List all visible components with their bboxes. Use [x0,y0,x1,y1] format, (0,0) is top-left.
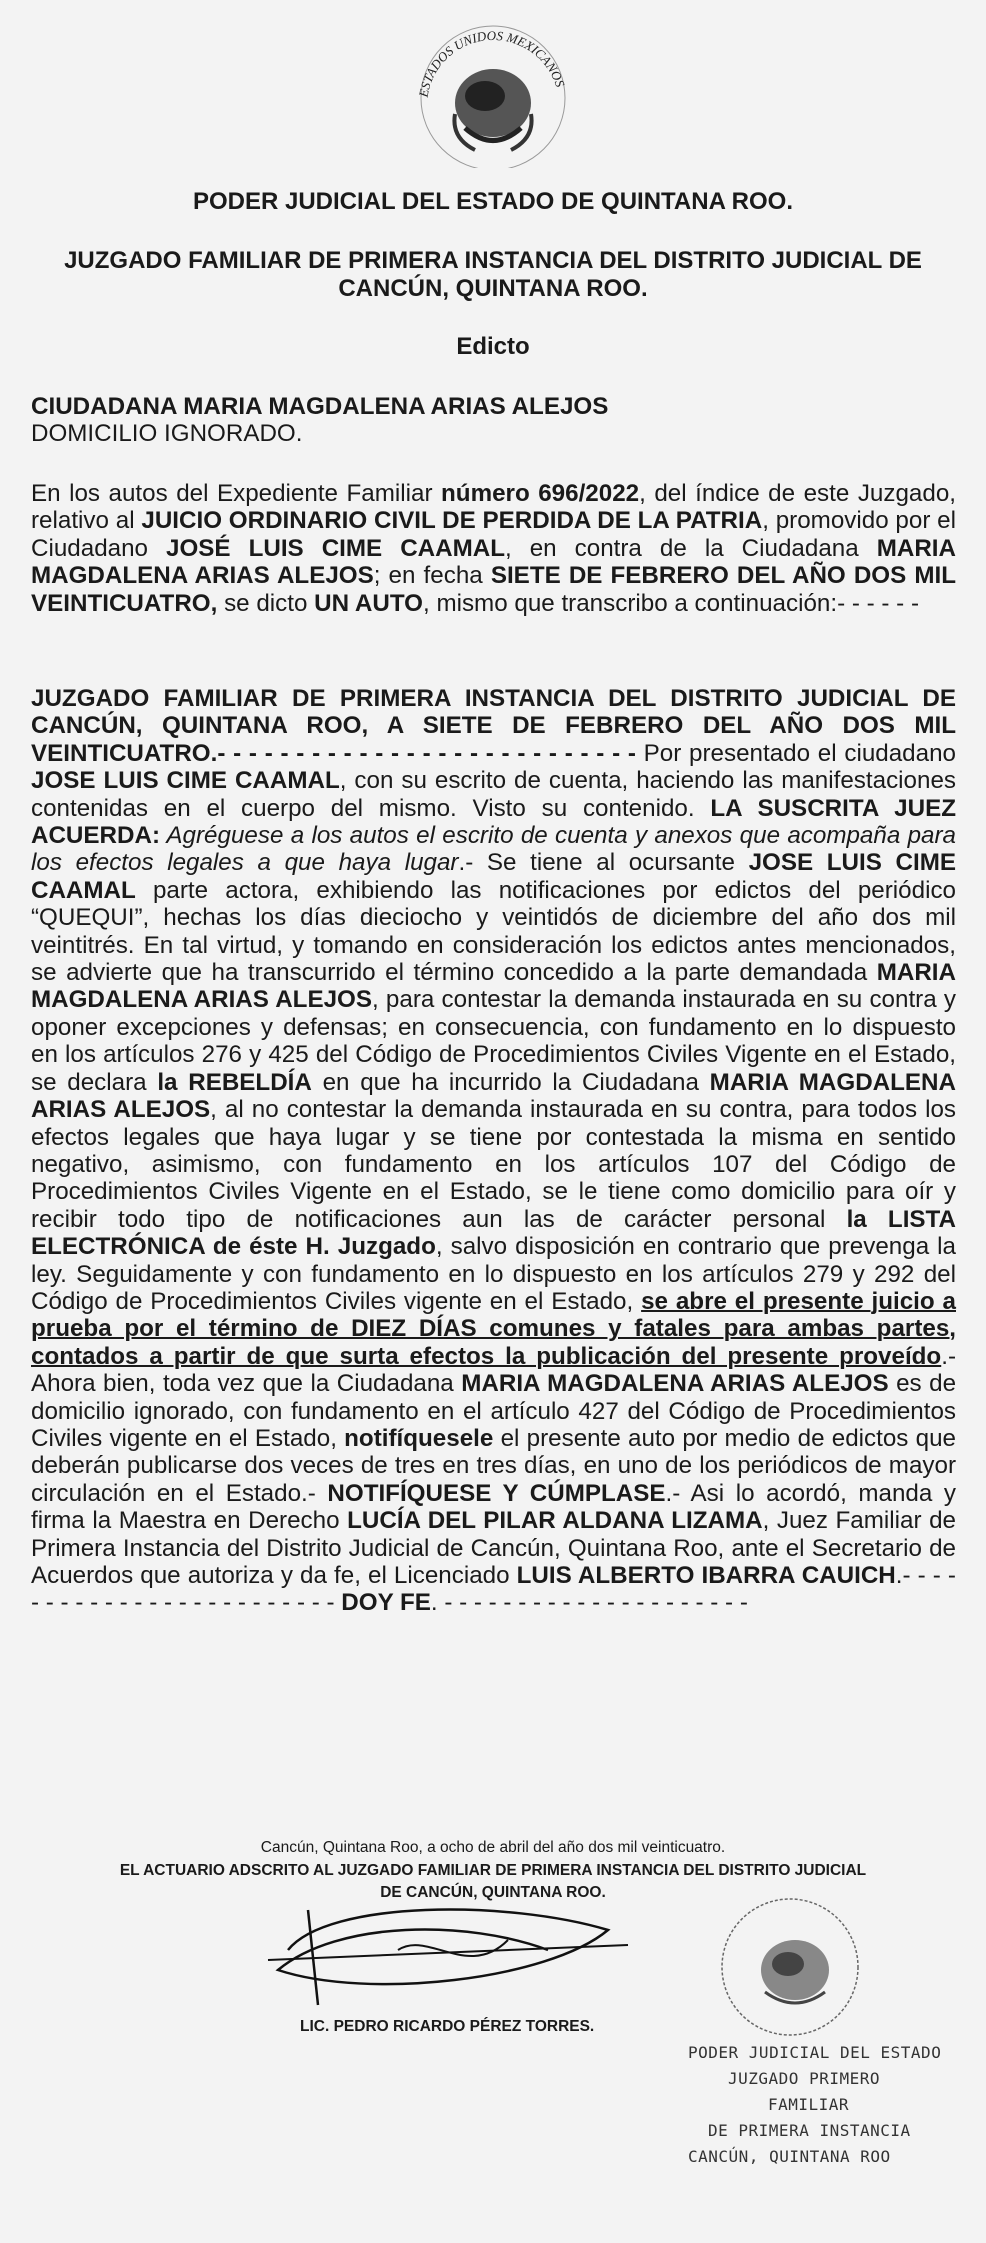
officer-title-line2: DE CANCÚN, QUINTANA ROO. [380,1884,606,1901]
text-run: .- Ahora bien, toda vez que la Ciudadana [31,1342,956,1398]
court-seal-icon [690,1892,890,2042]
text-run: , salvo disposición en contrario que prevenga la ley. Seguidamente y con fundamento en lo dispuesto en los artículos 279 y 292 del Código de Procedimientos Civiles vigente en el Estado, [31,1233,957,1315]
text-run: , del índice de este Juzgado, relativo al [31,480,956,535]
plaintiff-name: JOSE LUIS CIME CAAMAL [31,849,956,904]
stamp-line: PODER JUDICIAL DEL ESTADO [688,2043,942,2062]
officer-title-line1: EL ACTUARIO ADSCRITO AL JUZGADO FAMILIAR DE PRIMERA INSTANCIA DEL DISTRITO JUDICIAL [119,1862,867,1879]
notify-label: notifíquesele [344,1424,494,1452]
institution-title: PODER JUDICIAL DEL ESTADO DE QUINTANA ROO. [192,188,794,215]
auto-paragraph [31,685,956,1617]
defendant-name: MARIA MAGDALENA ARIAS ALEJOS [31,1068,956,1124]
handwritten-signature [248,1890,648,2010]
court-title: JUZGADO FAMILIAR DE PRIMERA INSTANCIA DEL DISTRITO JUDICIAL DE CANCÚN, QUINTANA ROO. [64,247,922,302]
text-run: Por presentado el ciudadano [635,739,956,767]
electronic-list-label: la LISTA ELECTRÓNICA de éste H. Juzgado [31,1205,957,1261]
text-run: parte actora, exhibiendo las notificaciones por edictos del periódico “QUEQUI”, hechas los días dieciocho y veintidós de diciembre del año dos mil veintitrés. En tal virtud, y tomando en consideración los edictos antes mencionados, se advierte que ha transcurrido el término concedido a la parte demandada [31,876,956,987]
text-run: en que ha incurrido la Ciudadana [311,1068,710,1096]
svg-text:ESTADOS UNIDOS MEXICANOS: ESTADOS UNIDOS MEXICANOS [415,27,568,99]
stamp-line: JUZGADO PRIMERO [728,2069,880,2088]
addressee-name: CIUDADANA MARIA MAGDALENA ARIAS ALEJOS [31,393,609,420]
signer-name: LIC. PEDRO RICARDO PÉREZ TORRES. [300,2018,595,2035]
text-run: En los autos del Expediente Familiar [31,480,442,507]
text-run: ; en fecha [373,562,491,590]
case-type: JUICIO ORDINARIO CIVIL DE PERDIDA DE LA PATRIA [141,507,763,535]
text-run: , con su escrito de cuenta, haciendo las manifestaciones contenidas en el cuerpo del mismo. Visto su contenido. [31,767,956,822]
text-run: el presente auto por medio de edictos que deberán publicarse dos veces de tres en tres días, en uno de los periódicos de mayor circulación en el Estado.- [31,1424,956,1507]
court-stamp [688,2040,968,2190]
judge-resolves: LA SUSCRITA JUEZ ACUERDA: [31,794,956,850]
stamp-line: DE PRIMERA INSTANCIA [708,2121,911,2140]
national-seal-icon [405,18,581,168]
secretary-name: LUIS ALBERTO IBARRA CAUICH [516,1562,896,1589]
addressee-domicile: DOMICILIO IGNORADO. [31,420,303,448]
intro-paragraph [31,480,956,617]
rebeldia-label: la REBELDÍA [157,1068,312,1096]
auto-date: SIETE DE FEBRERO DEL AÑO DOS MIL VEINTICUATRO, [31,562,956,617]
text-run: .- - - - - - - - - - - - - - - - - - - - - - - - - [31,1562,956,1617]
doy-fe-label: DOY FE [341,1589,431,1617]
place-date: Cancún, Quintana Roo, a ocho de abril del año dos mil veinticuatro. [260,1839,726,1856]
italic-run: Agréguese a los autos el escrito de cuenta y anexos que acompaña para los efectos legales a que haya lugar [31,822,956,877]
text-run: .- Se tiene al ocursante [458,849,749,877]
text-run: , al no contestar la demanda instaurada en su contra, para todos los efectos legales que haya lugar y se tiene por contestada la misma en sentido negativo, asimismo, con fundamento en los artículos 107 del Código de Procedimientos Civiles Vigente en el Estado, se le tiene como domicilio para oír y recibir todo tipo de notificaciones aun las de carácter personal [31,1096,956,1233]
notify-comply-label: NOTIFÍQUESE Y CÚMPLASE [327,1479,666,1507]
text-run: , Juez Familiar de Primera Instancia del Distrito Judicial de Cancún, Quintana Roo, ante el Secretario de Acuerdos que autoriza y da fe, el Licenciado [31,1507,956,1589]
text-run: . - - - - - - - - - - - - - - - - - - - - - [430,1589,748,1617]
text-run: es de domicilio ignorado, con fundamento en el artículo 427 del Código de Procedimientos Civiles vigente en el Estado, [31,1370,957,1452]
defendant-name: MARIA MAGDALENA ARIAS ALEJOS [461,1370,889,1398]
text-run: .- Asi lo acordó, manda y firma la Maestra en Derecho [31,1479,957,1535]
evidence-period-clause: se abre el presente juicio a prueba por el término de DIEZ DÍAS comunes y fatales para ambas partes, contados a partir de que surta efectos la publicación del presente proveído [31,1287,956,1370]
text-run: se dicto [217,589,315,617]
document-type: Edicto [456,333,530,360]
auto-label: UN AUTO [314,589,423,617]
addressee-block [31,393,956,448]
judge-name: LUCÍA DEL PILAR ALDANA LIZAMA [347,1507,763,1535]
defendant-name: MARIA MAGDALENA ARIAS ALEJOS [31,959,956,1014]
stamp-line: CANCÚN, QUINTANA ROO [688,2147,891,2166]
text-run: , en contra de la Ciudadana [504,534,877,562]
plaintiff-name: JOSE LUIS CIME CAAMAL [31,767,340,795]
text-run: , para contestar la demanda instaurada en su contra y oponer excepciones y defensas; en consecuencia, con fundamento en lo dispuesto en los artículos 276 y 425 del Código de Procedimientos Civiles Vigente en el Estado, se declara [31,986,956,1096]
plaintiff-name: JOSÉ LUIS CIME CAAMAL [166,534,505,562]
auto-heading: JUZGADO FAMILIAR DE PRIMERA INSTANCIA DEL DISTRITO JUDICIAL DE CANCÚN, QUINTANA ROO, A SIETE DE FEBRERO DEL AÑO DOS MIL VEINTICUATRO.- - - - - - - - - - - - - - - - - - - - - - - - - - - [31,685,956,767]
defendant-name: MARIA MAGDALENA ARIAS ALEJOS [31,534,956,590]
text-run: , mismo que transcribo a continuación:- - - - - - [423,589,920,617]
case-number: número 696/2022 [441,480,640,507]
stamp-line: FAMILIAR [768,2095,850,2114]
text-run: , promovido por el Ciudadano [31,507,956,562]
